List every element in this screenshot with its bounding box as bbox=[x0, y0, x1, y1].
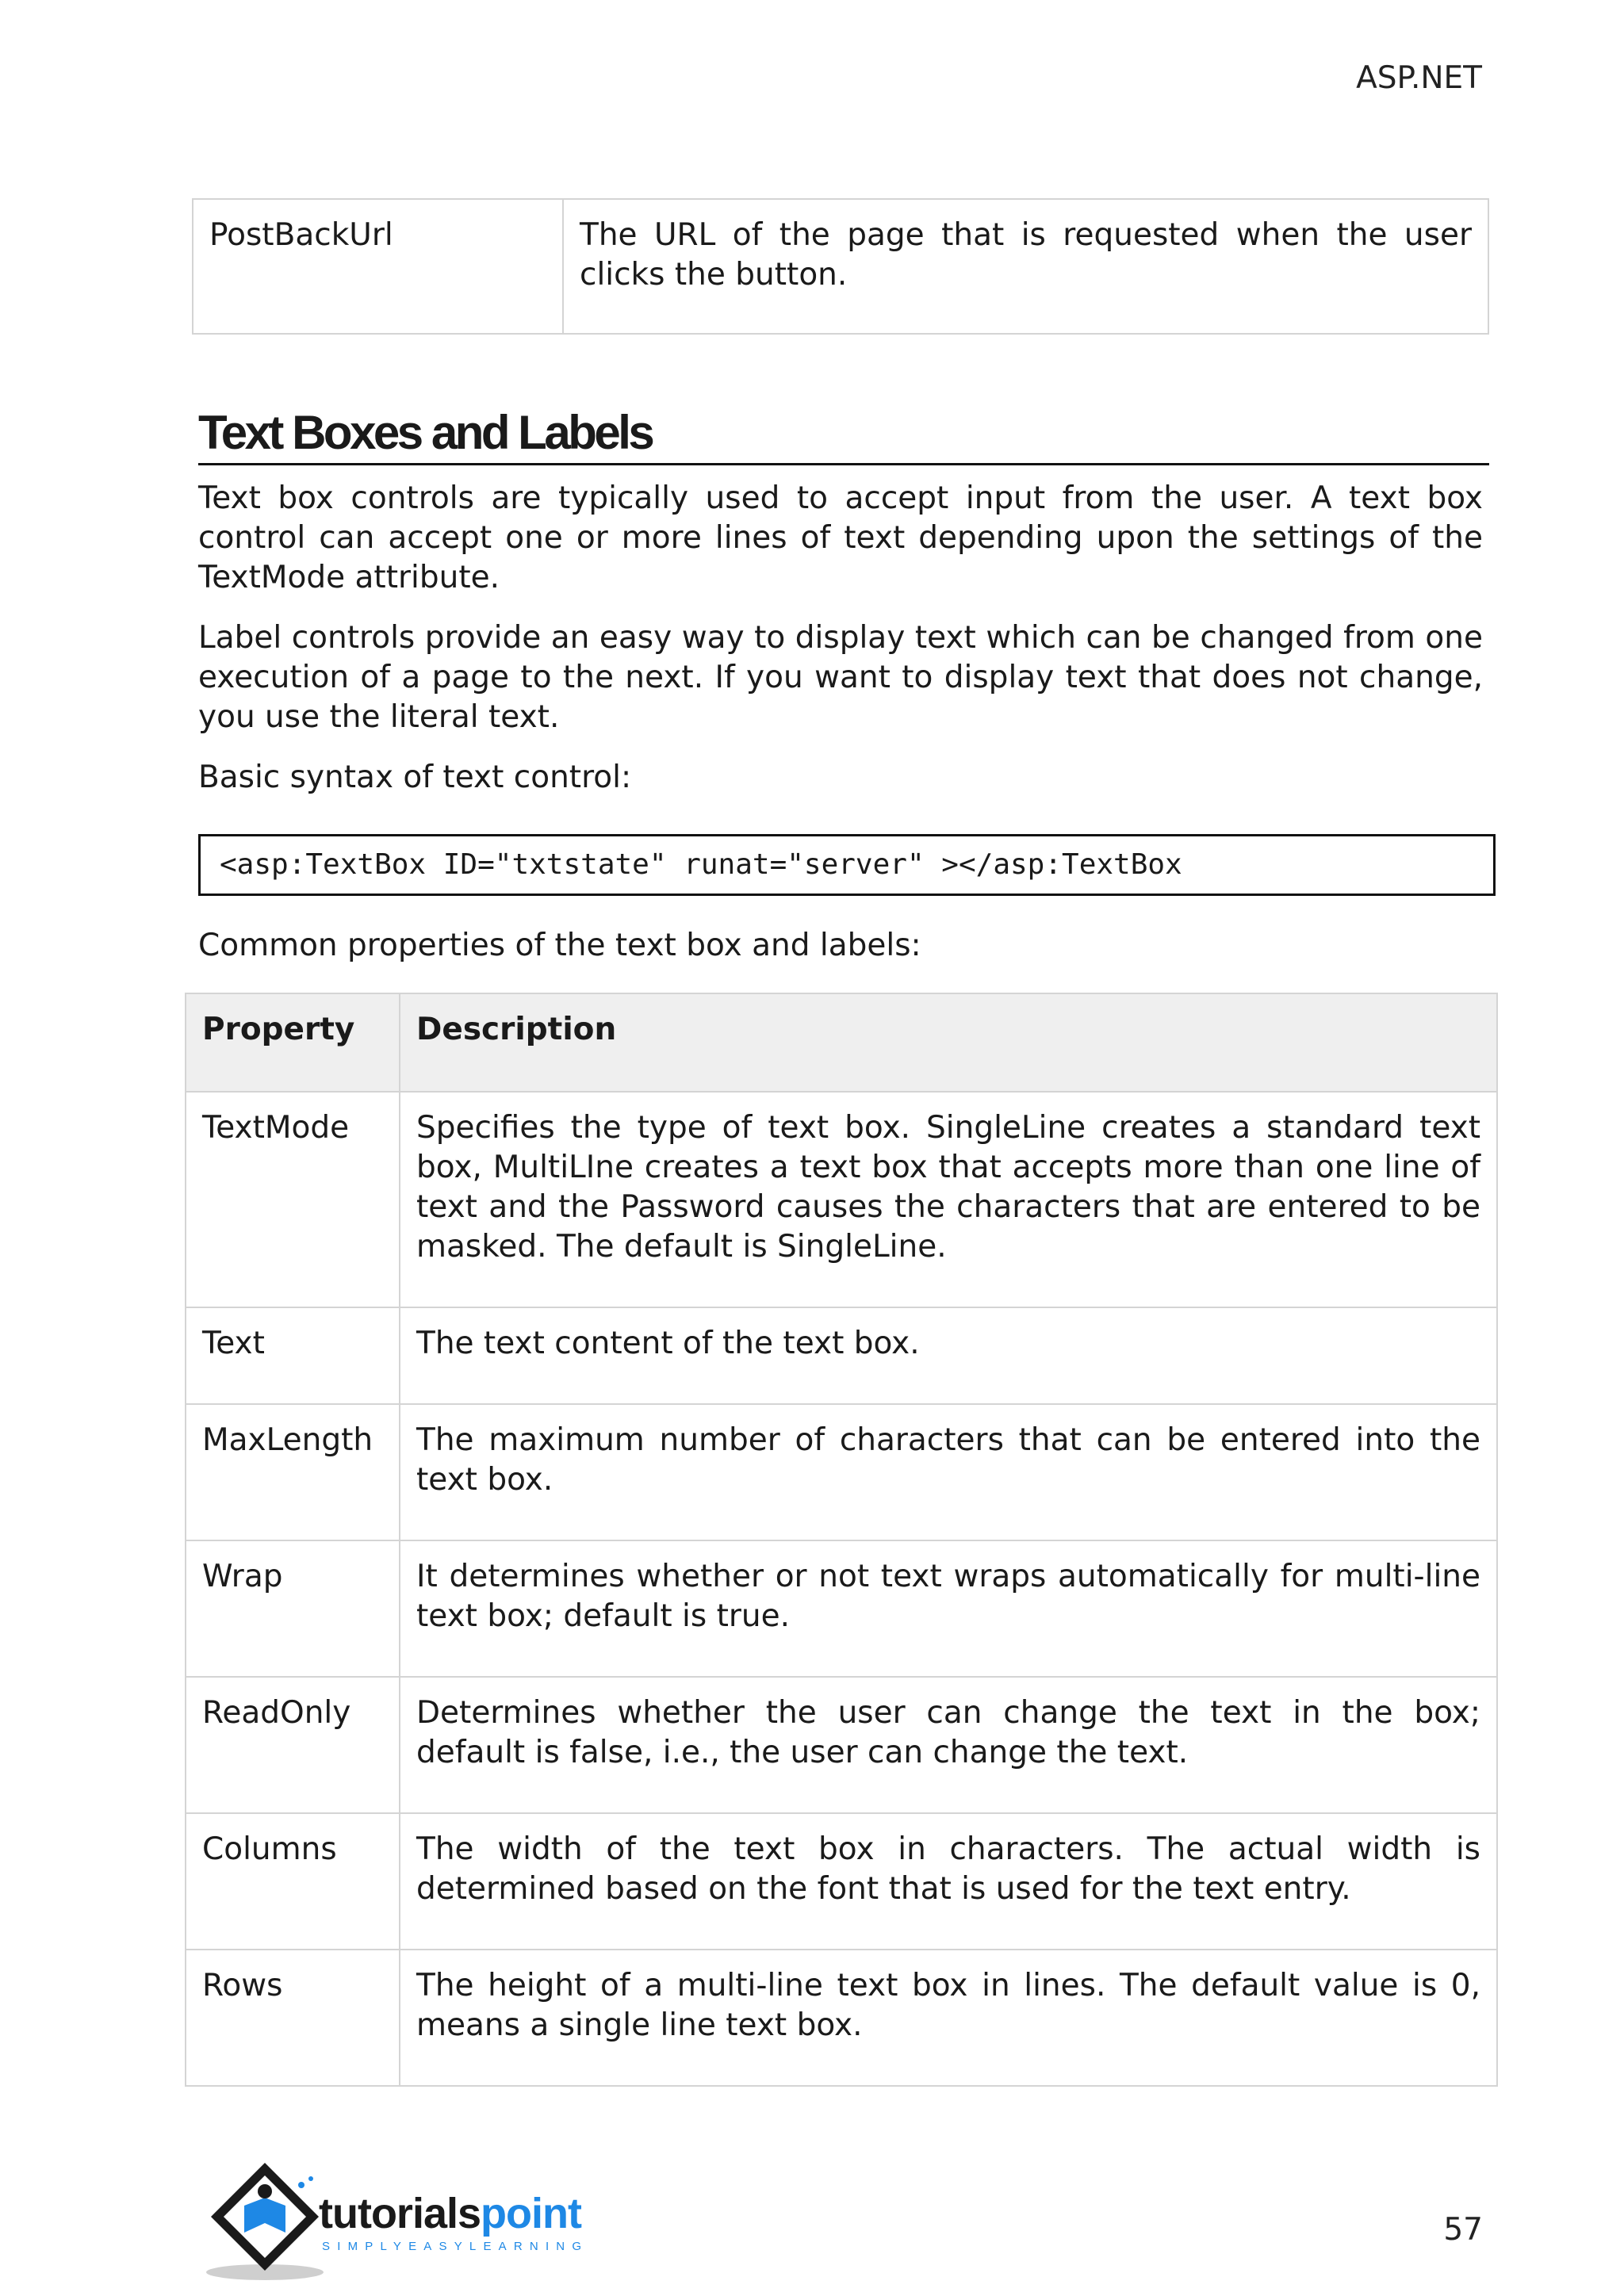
property-cell: PostBackUrl bbox=[193, 199, 563, 334]
description-cell: The width of the text box in characters. The actual width is determined based on the font that is used for the text entry. bbox=[400, 1813, 1497, 1950]
table-header-row bbox=[186, 993, 1497, 1092]
property-cell: Text bbox=[186, 1307, 400, 1404]
paragraph-syntax-intro: Basic syntax of text control: bbox=[198, 760, 632, 795]
description-cell: The height of a multi-line text box in lines. The default value is 0, means a single line text box. bbox=[400, 1950, 1497, 2086]
logo-tagline: SIMPLYEASYLEARNING bbox=[322, 2240, 589, 2253]
svg-text:tutorialspoint bbox=[319, 2190, 582, 2237]
property-cell: MaxLength bbox=[186, 1404, 400, 1540]
table-row bbox=[186, 1950, 1497, 2086]
property-cell: Columns bbox=[186, 1813, 400, 1950]
header-property: Property bbox=[186, 993, 400, 1092]
continued-properties-table bbox=[192, 198, 1489, 335]
table-row bbox=[186, 1307, 1497, 1404]
logo-word-tutorials: tutorials bbox=[319, 2190, 481, 2237]
table-row bbox=[186, 1540, 1497, 1677]
running-header: ASP.NET bbox=[1356, 60, 1482, 96]
description-cell: It determines whether or not text wraps automatically for multi-line text box; default is true. bbox=[400, 1540, 1497, 1677]
page-number: 57 bbox=[1443, 2212, 1483, 2248]
property-cell: TextMode bbox=[186, 1092, 400, 1307]
reader-head-icon bbox=[258, 2184, 272, 2198]
code-sample: <asp:TextBox ID="txtstate" runat="server" ></asp:TextBox bbox=[198, 834, 1496, 896]
table-row bbox=[186, 1813, 1497, 1950]
table-row bbox=[186, 1677, 1497, 1813]
properties-table bbox=[185, 993, 1498, 2087]
description-cell: Determines whether the user can change the text in the box; default is false, i.e., the user can change the text. bbox=[400, 1677, 1497, 1813]
property-cell: ReadOnly bbox=[186, 1677, 400, 1813]
logo-word-point: point bbox=[481, 2190, 581, 2237]
table-row bbox=[193, 199, 1488, 334]
paragraph-table-intro: Common properties of the text box and labels: bbox=[198, 928, 921, 963]
section-heading: Text Boxes and Labels bbox=[198, 403, 1489, 465]
tutorialspoint-logo bbox=[200, 2156, 620, 2283]
table-row bbox=[186, 1092, 1497, 1307]
paragraph-label-intro: Label controls provide an easy way to display text which can be changed from one execution of a page to the next. If you want to display text that does not change, you use the literal text. bbox=[198, 620, 1483, 735]
description-cell: Specifies the type of text box. SingleLine creates a standard text box, MultiLIne creates a text box that accepts more than one line of text and the Password causes the characters that are entered to be masked. The default is SingleLine. bbox=[400, 1092, 1497, 1307]
table-row bbox=[186, 1404, 1497, 1540]
description-cell: The maximum number of characters that can be entered into the text box. bbox=[400, 1404, 1497, 1540]
description-cell: The text content of the text box. bbox=[400, 1307, 1497, 1404]
description-cell: The URL of the page that is requested when the user clicks the button. bbox=[563, 199, 1488, 334]
paragraph-textbox-intro: Text box controls are typically used to accept input from the user. A text box control can accept one or more lines of text depending upon the settings of the TextMode attribute. bbox=[198, 480, 1483, 595]
property-cell: Wrap bbox=[186, 1540, 400, 1677]
header-description: Description bbox=[400, 993, 1497, 1092]
property-cell: Rows bbox=[186, 1950, 400, 2086]
